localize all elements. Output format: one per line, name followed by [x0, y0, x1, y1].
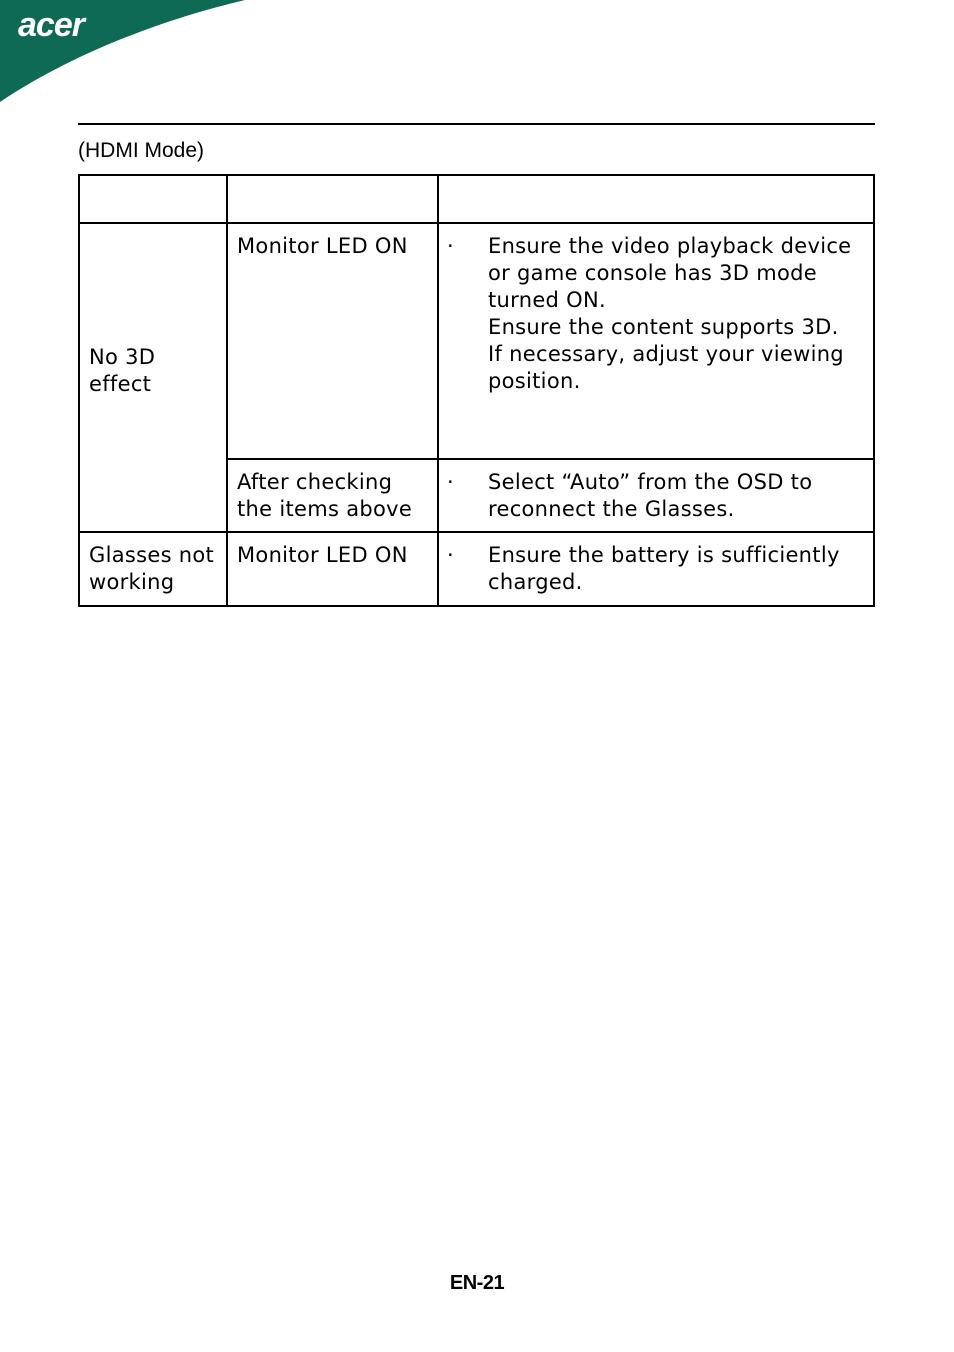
- bullet: ·: [447, 234, 454, 258]
- bullet: ·: [447, 543, 454, 567]
- condition-text: After checking the items above: [237, 470, 413, 521]
- page-number: EN-21: [449, 1272, 505, 1294]
- section-title: (HDMI Mode): [78, 139, 205, 162]
- header-cell-condition: [227, 175, 438, 223]
- acer-logo: acer: [18, 6, 84, 44]
- condition-cell: [227, 532, 438, 606]
- table-row: [79, 223, 874, 459]
- troubleshooting-table: [78, 174, 875, 607]
- condition-cell: [227, 459, 438, 532]
- solution-cell: [438, 223, 874, 459]
- header-cell-solution: [438, 175, 874, 223]
- solution-text: If necessary, adjust your viewing position.: [488, 342, 844, 393]
- table-header-row: [79, 175, 874, 223]
- condition-text: Monitor LED ON: [237, 543, 408, 567]
- problem-cell: [79, 532, 227, 606]
- solution-cell: [438, 532, 874, 606]
- bullet: ·: [447, 470, 454, 494]
- solution-cell: [438, 459, 874, 532]
- solution-text: Ensure the video playback device or game console has 3D mode turned ON.: [488, 234, 852, 312]
- problem-text: Glasses not working: [89, 543, 215, 594]
- condition-text: Monitor LED ON: [237, 234, 408, 258]
- solution-text: Select “Auto” from the OSD to reconnect the Glasses.: [488, 470, 813, 521]
- header-rule: [78, 123, 875, 125]
- problem-text: No 3D effect: [89, 344, 156, 396]
- solution-text: Ensure the content supports 3D.: [488, 315, 839, 339]
- problem-cell: [79, 223, 227, 532]
- header-cell-problem: [79, 175, 227, 223]
- table-row: [79, 532, 874, 606]
- solution-text: Ensure the battery is sufficiently charged.: [488, 543, 840, 594]
- condition-cell: [227, 223, 438, 459]
